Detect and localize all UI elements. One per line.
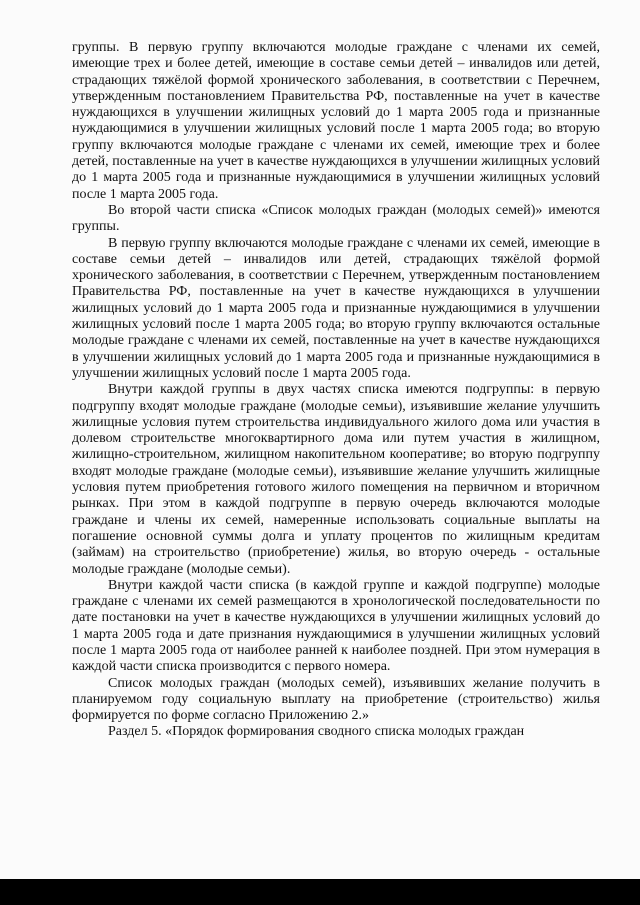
paragraph-5: Внутри каждой части списка (в каждой группе и каждой подгруппе) молодые граждане с членами их семей размещаются в хронологической последовательности по дате постановки на учет в качестве нуждающихся в улучшении жилищных условий до 1 марта 2005 года и дате признания нуждающимися в улучшении жилищных условий после 1 марта 2005 года от наиболее ранней к наиболее поздней. При этом нумерация в каждой части списка производится с первого номера. xyxy=(72,577,600,675)
paragraph-7: Раздел 5. «Порядок формирования сводного списка молодых граждан xyxy=(108,724,525,740)
document-body xyxy=(72,40,600,741)
paragraph-2: Во второй части списка «Список молодых граждан (молодых семей)» имеются группы. xyxy=(72,202,600,235)
paragraph-1: группы. В первую группу включаются молодые граждане с членами их семей, имеющие трех и более детей, имеющие в составе семьи детей – инвалидов или детей, страдающих тяжёлой формой хронического заболевания, в соответствии с Перечнем, утвержденным постановлением Правительства РФ, поставленные на учет в качестве нуждающихся в улучшении жилищных условий до 1 марта 2005 года и признанные нуждающимися в улучшении жилищных условий после 1 марта 2005 года; во вторую группу включаются молодые граждане с членами их семей, имеющие трех и более детей, поставленные на учет в качестве нуждающихся в улучшении жилищных условий до 1 марта 2005 года и признанные нуждающимися в улучшении жилищных условий после 1 марта 2005 года. xyxy=(72,40,600,202)
paragraph-3: В первую группу включаются молодые граждане с членами их семей, имеющие в составе семьи детей – инвалидов или детей, страдающих тяжёлой формой хронического заболевания, в соответствии с Перечнем, утвержденным постановлением Правительства РФ, поставленные на учет в качестве нуждающихся в улучшении жилищных условий до 1 марта 2005 года и признанные нуждающимися в улучшении жилищных условий после 1 марта 2005 года; во вторую группу включаются остальные молодые граждане с членами их семей, поставленные на учет в качестве нуждающихся в улучшении жилищных условий до 1 марта 2005 года и признанные нуждающимися в улучшении жилищных условий после 1 марта 2005 года. xyxy=(72,235,600,381)
paragraph-4: Внутри каждой группы в двух частях списка имеются подгруппы: в первую подгруппу входят молодые граждане (молодые семьи), изъявившие желание улучшить жилищные условия путем строительства индивидуального жилого дома или участия в долевом строительстве многоквартирного дома или путем участия в жилищном, жилищно-строительном, жилищном накопительном кооперативе; во вторую подгруппу входят молодые граждане (молодые семьи), изъявившие желание улучшить жилищные условия путем приобретения готового жилого помещения на первичном и вторичном рынках. При этом в каждой подгруппе в первую очередь включаются молодые граждане и члены их семей, намеренные использовать социальные выплаты на погашение основной суммы долга и уплату процентов по жилищным кредитам (займам) на строительство (приобретение) жилья, во вторую очередь - остальные молодые граждане (молодые семьи). xyxy=(72,382,600,577)
scan-bottom-border xyxy=(0,879,640,905)
paragraph-6: Список молодых граждан (молодых семей), изъявивших желание получить в планируемом году социальную выплату на приобретение (строительство) жилья формируется по форме согласно Приложению 2.» xyxy=(72,675,600,724)
